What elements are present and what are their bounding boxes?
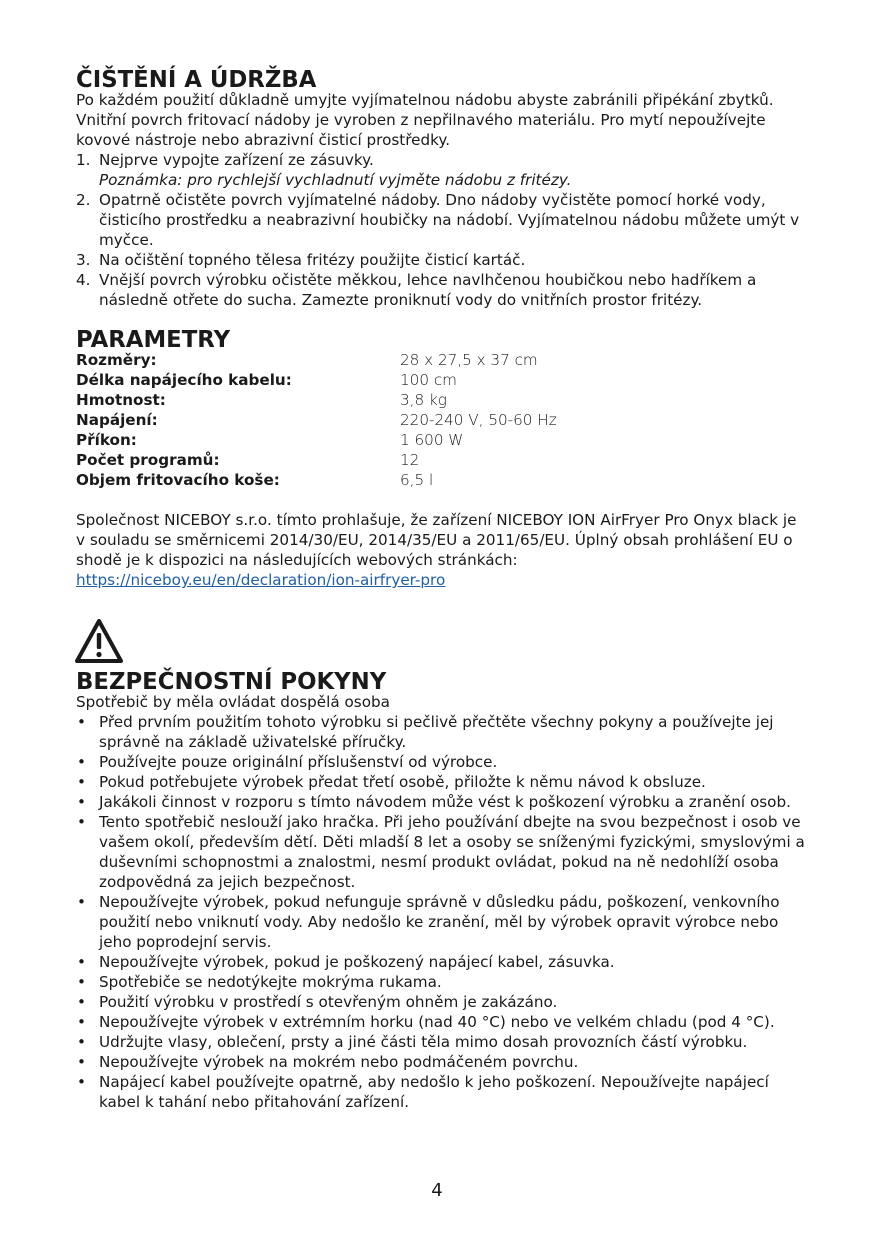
bullet-marker: •	[77, 1013, 86, 1031]
safety-item-text: Používejte pouze originální příslušenství od výrobce.	[99, 753, 498, 771]
bullet-marker: •	[77, 1033, 86, 1051]
bullet-marker: •	[77, 793, 86, 811]
warning-triangle-icon	[74, 618, 124, 664]
safety-item	[76, 992, 806, 1012]
param-value: 3,8 kg	[400, 391, 447, 409]
safety-list	[76, 712, 806, 1112]
bullet-marker: •	[77, 893, 86, 911]
bullet-marker: •	[77, 713, 86, 731]
safety-item-text: Nepoužívejte výrobek v extrémním horku (nad 40 °C) nebo ve velkém chladu (pod 4 °C).	[99, 1013, 775, 1031]
safety-item-text: Jakákoli činnost v rozporu s tímto návodem může vést k poškození výrobku a zranění osob.	[99, 793, 791, 811]
declaration-text: Společnost NICEBOY s.r.o. tímto prohlašuje, že zařízení NICEBOY ION AirFryer Pro Onyx black je v souladu se směrnicemi 2014/30/EU, 2014/35/EU a 2011/65/EU. Úplný obsah prohlášení EU o shodě je k dispozici na následujících webových stránkách:	[76, 511, 797, 569]
safety-section	[76, 669, 806, 1112]
safety-item-text: Před prvním použitím tohoto výrobku si pečlivě přečtěte všechny pokyny a používejte jej správně na základě uživatelské příručky.	[99, 713, 774, 751]
safety-item	[76, 772, 806, 792]
safety-item	[76, 1052, 806, 1072]
bullet-marker: •	[77, 993, 86, 1011]
step-text: Opatrně očistěte povrch vyjímatelné nádoby. Dno nádoby vyčistěte pomocí horké vody, čisticího prostředku a neabrazivní houbičky na nádobí. Vyjímatelnou nádobu můžete umýt v myčce.	[99, 191, 800, 249]
parameters-table	[76, 350, 806, 490]
cleaning-step	[76, 270, 806, 310]
step-number: 1.	[76, 151, 91, 169]
safety-item	[76, 972, 806, 992]
param-label: Hmotnost:	[76, 391, 166, 409]
safety-item	[76, 1032, 806, 1052]
safety-item	[76, 892, 806, 952]
safety-item	[76, 1072, 806, 1112]
bullet-marker: •	[77, 1053, 86, 1071]
param-value: 28 x 27,5 x 37 cm	[400, 351, 538, 369]
safety-item	[76, 712, 806, 752]
param-label: Rozměry:	[76, 351, 157, 369]
safety-intro: Spotřebič by měla ovládat dospělá osoba	[76, 693, 390, 711]
safety-item-text: Pokud potřebujete výrobek předat třetí osobě, přiložte k němu návod k obsluze.	[99, 773, 706, 791]
cleaning-intro: Po každém použití důkladně umyjte vyjímatelnou nádobu abyste zabránili připékání zbytků. Vnitřní povrch fritovací nádoby je vyroben z nepřilnavého materiálu. Pro mytí nepoužívejte kovové nástroje nebo abrazivní čisticí prostředky.	[76, 91, 774, 149]
param-value: 1 600 W	[400, 431, 464, 449]
param-value: 220-240 V, 50-60 Hz	[400, 411, 557, 429]
cleaning-step	[76, 190, 806, 250]
document-page	[76, 67, 806, 1112]
bullet-marker: •	[77, 953, 86, 971]
declaration-section	[76, 510, 806, 590]
safety-item-text: Tento spotřebič neslouží jako hračka. Při jeho používání dbejte na svou bezpečnost i osob ve vašem okolí, především dětí. Děti mladší 8 let a osoby se sníženými fyzickými, smyslovými a duševními schopnostmi a znalostmi, nesmí produkt ovládat, pokud na ně nedohlíží osoba zodpovědná za jejich bezpečnost.	[99, 813, 805, 891]
param-value: 100 cm	[400, 371, 457, 389]
page-number: 4	[431, 1180, 443, 1201]
bullet-marker: •	[77, 773, 86, 791]
safety-item-text: Napájecí kabel používejte opatrně, aby nedošlo k jeho poškození. Nepoužívejte napájecí kabel k tahání nebo přitahování zařízení.	[99, 1073, 769, 1111]
bullet-marker: •	[77, 753, 86, 771]
safety-item-text: Nepoužívejte výrobek, pokud nefunguje správně v důsledku pádu, poškození, venkovního použití nebo vniknutí vody. Aby nedošlo ke zranění, měl by výrobek opravit výrobce nebo jeho poprodejní servis.	[99, 893, 780, 951]
safety-item	[76, 792, 806, 812]
safety-heading: BEZPEČNOSTNÍ POKYNY	[76, 669, 387, 695]
parameters-section	[76, 327, 806, 490]
param-label: Počet programů:	[76, 451, 220, 469]
param-value: 12	[400, 451, 420, 469]
param-label: Délka napájecího kabelu:	[76, 371, 292, 389]
step-number: 4.	[76, 271, 91, 289]
bullet-marker: •	[77, 1073, 86, 1091]
step-note: Poznámka: pro rychlejší vychladnutí vyjměte nádobu z fritézy.	[99, 171, 572, 189]
parameters-heading: PARAMETRY	[76, 327, 231, 353]
safety-item-text: Nepoužívejte výrobek, pokud je poškozený napájecí kabel, zásuvka.	[99, 953, 615, 971]
cleaning-steps	[76, 150, 806, 310]
bullet-marker: •	[77, 973, 86, 991]
safety-item-text: Použití výrobku v prostředí s otevřeným ohněm je zakázáno.	[99, 993, 558, 1011]
safety-item	[76, 812, 806, 892]
cleaning-step	[76, 250, 806, 270]
cleaning-section	[76, 67, 806, 310]
step-number: 3.	[76, 251, 91, 269]
safety-item-text: Spotřebiče se nedotýkejte mokrýma rukama.	[99, 973, 442, 991]
cleaning-heading: ČIŠTĚNÍ A ÚDRŽBA	[76, 67, 317, 93]
step-text: Vnější povrch výrobku očistěte měkkou, lehce navlhčenou houbičkou nebo hadříkem a následně otřete do sucha. Zamezte proniknutí vody do vnitřních prostor fritézy.	[99, 271, 757, 309]
safety-item	[76, 1012, 806, 1032]
step-text: Nejprve vypojte zařízení ze zásuvky.	[99, 151, 374, 169]
safety-item	[76, 952, 806, 972]
safety-item-text: Udržujte vlasy, oblečení, prsty a jiné části těla mimo dosah provozních částí výrobku.	[99, 1033, 748, 1051]
safety-item-text: Nepoužívejte výrobek na mokrém nebo podmáčeném povrchu.	[99, 1053, 579, 1071]
bullet-marker: •	[77, 813, 86, 831]
param-value: 6,5 l	[400, 471, 434, 489]
step-text: Na očištění topného tělesa fritézy použijte čisticí kartáč.	[99, 251, 526, 269]
step-number: 2.	[76, 191, 91, 209]
param-label: Příkon:	[76, 431, 137, 449]
safety-item	[76, 752, 806, 772]
param-label: Napájení:	[76, 411, 158, 429]
declaration-link[interactable]: https://niceboy.eu/en/declaration/ion-airfryer-pro	[76, 571, 446, 589]
param-label: Objem fritovacího koše:	[76, 471, 280, 489]
cleaning-step	[76, 150, 806, 190]
